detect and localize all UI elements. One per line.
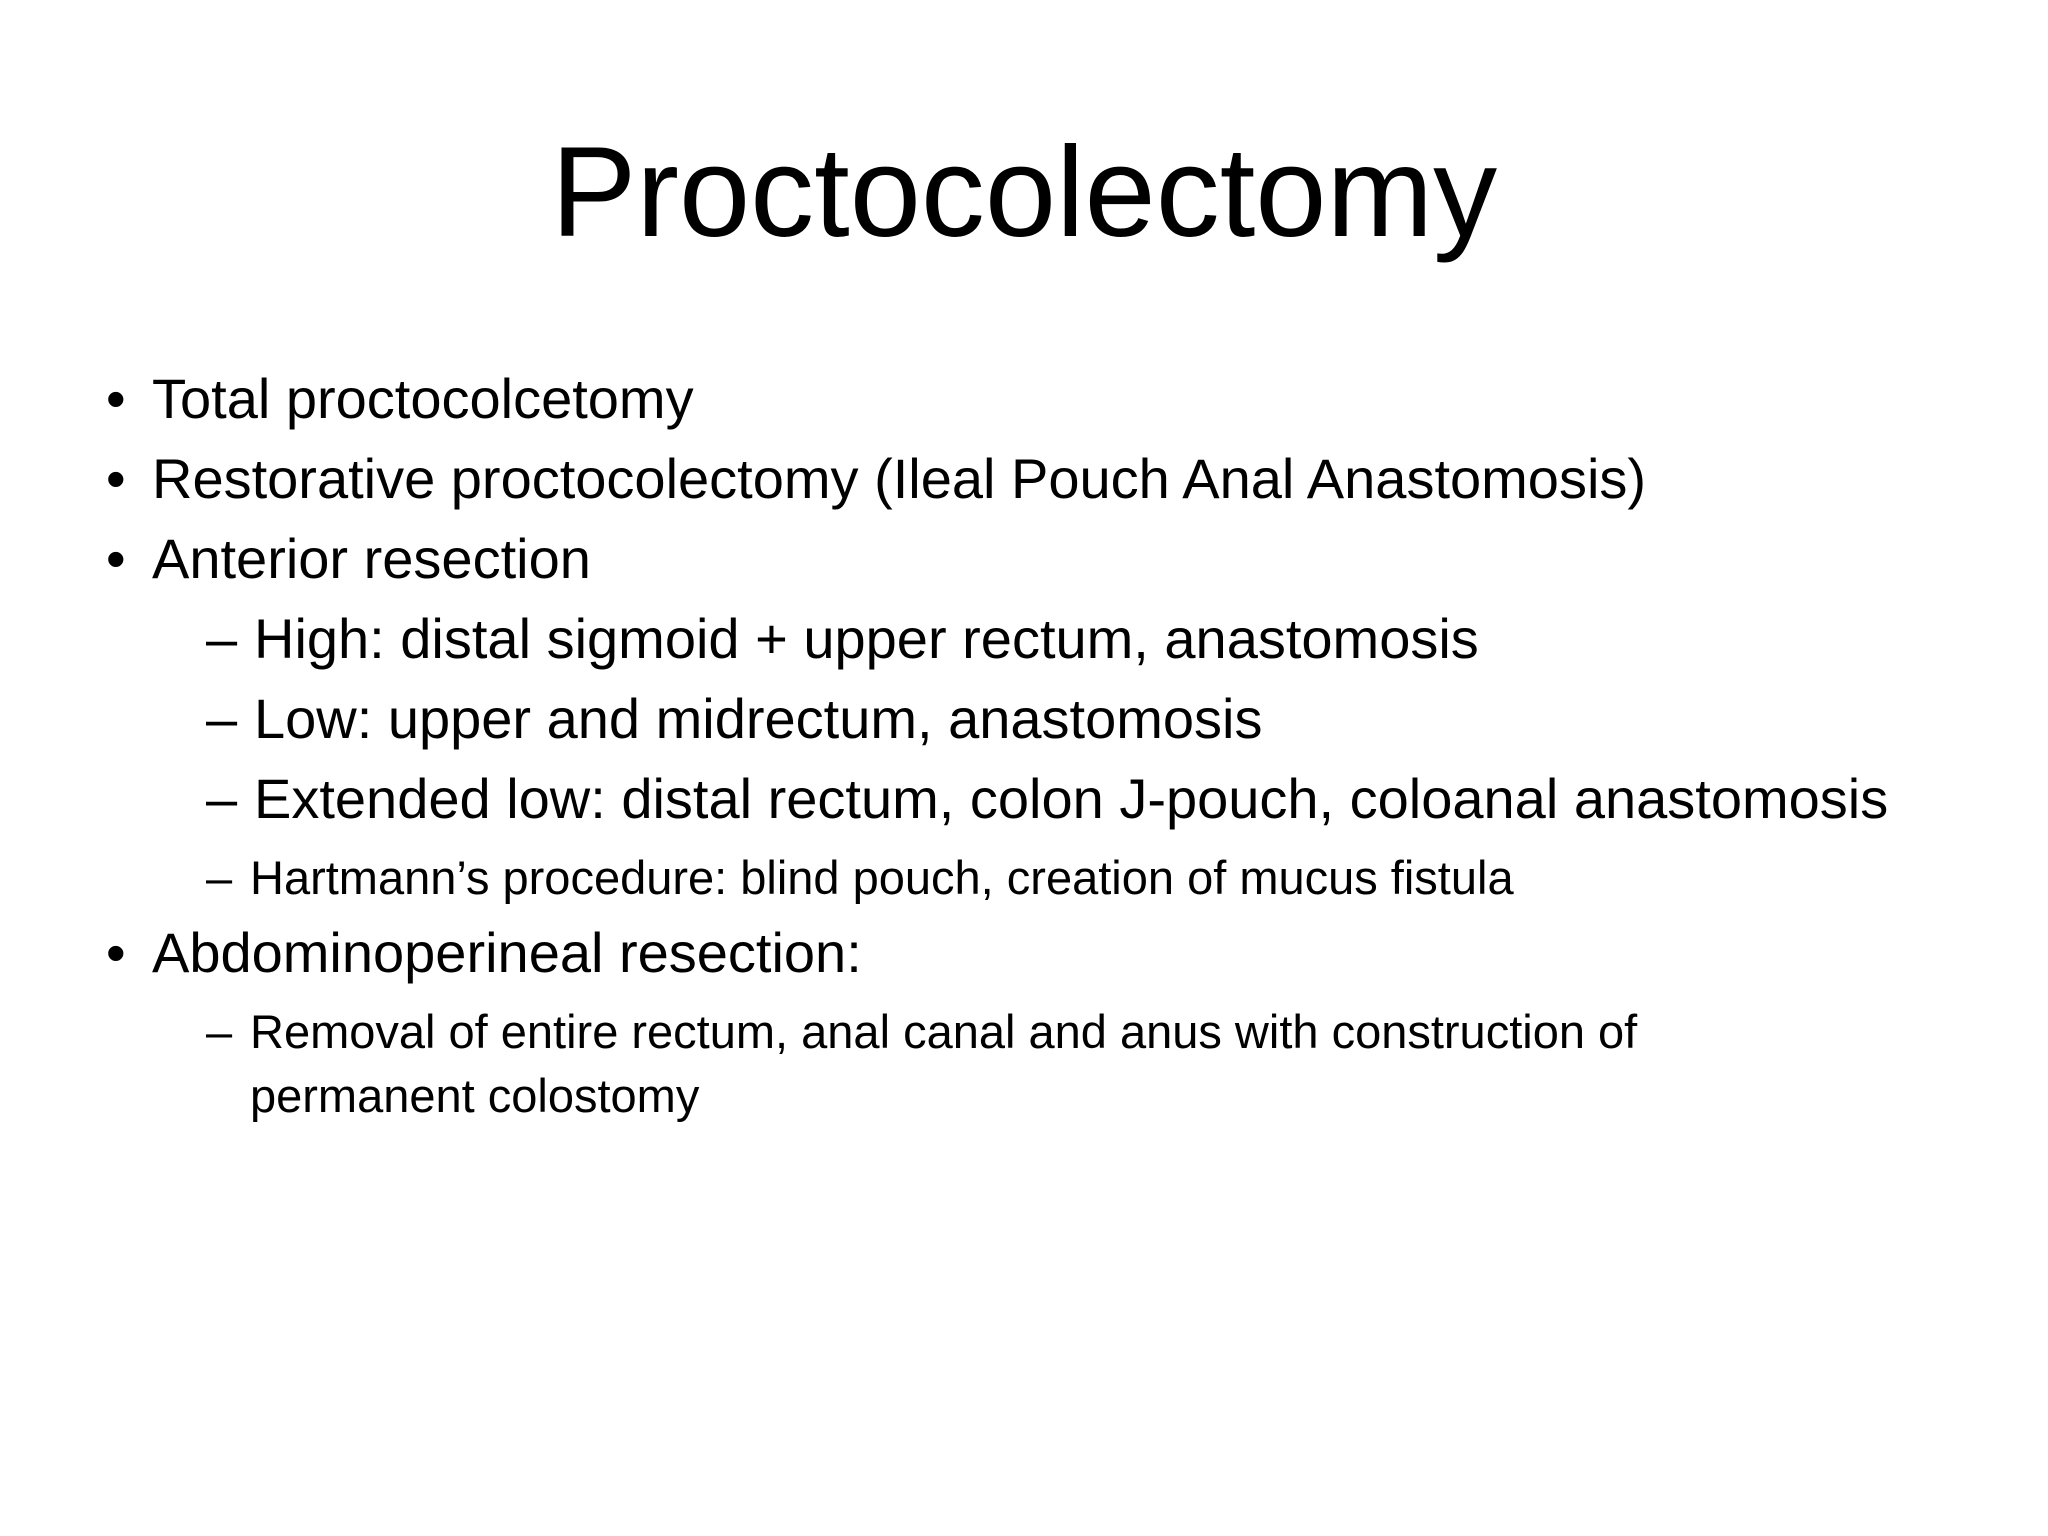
sub-list-item-text: Hartmann’s procedure: blind pouch, creation of mucus fistula [250, 851, 1514, 904]
dash-marker: – [206, 687, 238, 750]
bullet-marker: • [106, 527, 126, 590]
sub-list-item-text: Removal of entire rectum, anal canal and anus with construction of [250, 1005, 1638, 1058]
dash-marker: – [206, 607, 238, 670]
bullet-marker: • [106, 921, 126, 984]
bullet-marker: • [106, 447, 126, 510]
slide-title: Proctocolectomy [550, 121, 1498, 264]
sub-list-item-text: High: distal sigmoid + upper rectum, anastomosis [254, 607, 1479, 670]
sub-list-item-text-continued: permanent colostomy [250, 1069, 700, 1122]
sub-list-item-text: Extended low: distal rectum, colon J-pouch, coloanal anastomosis [254, 767, 1889, 830]
dash-marker: – [206, 1005, 233, 1058]
list-item-text: Abdominoperineal resection: [152, 921, 862, 984]
bullet-marker: • [106, 367, 126, 430]
list-item-text: Restorative proctocolectomy (Ileal Pouch Anal Anastomosis) [152, 447, 1647, 510]
dash-marker: – [206, 767, 238, 830]
list-item-text: Total proctocolcetomy [152, 367, 694, 430]
sub-list-item-text: Low: upper and midrectum, anastomosis [254, 687, 1263, 750]
dash-marker: – [206, 851, 233, 904]
list-item-text: Anterior resection [152, 527, 591, 590]
